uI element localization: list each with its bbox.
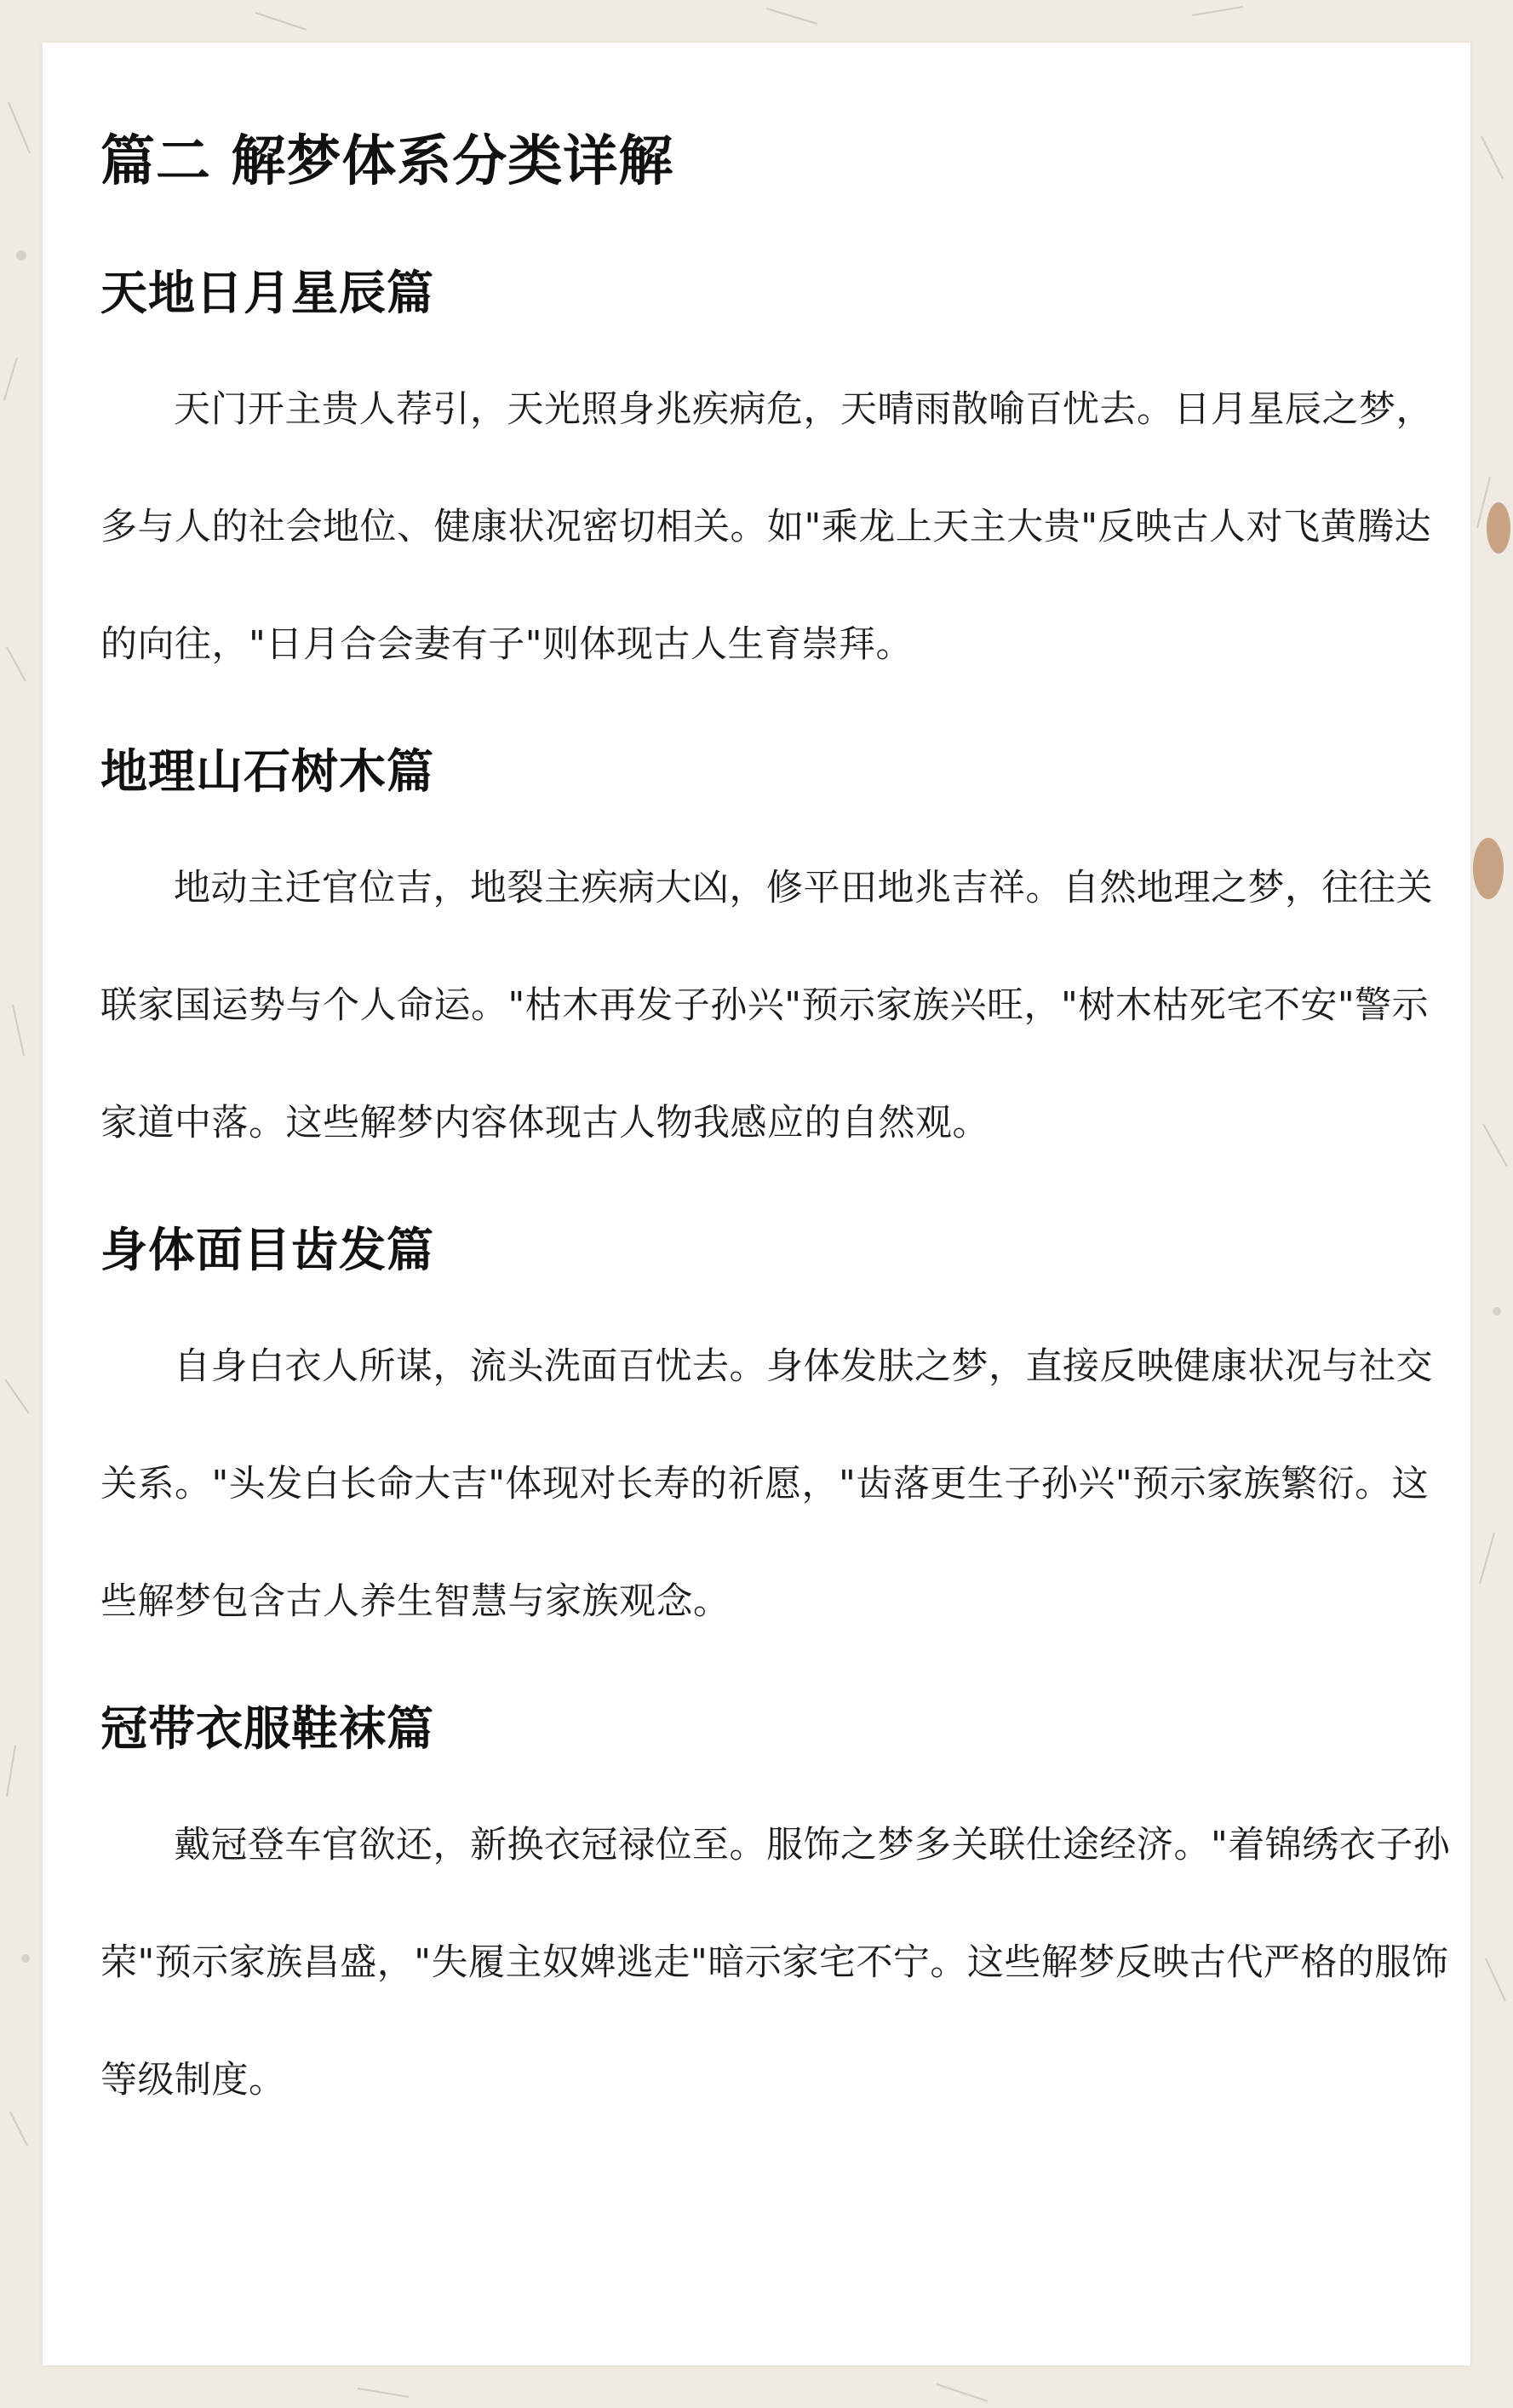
section-body: 天门开主贵人荐引，天光照身兆疾病危，天晴雨散喻百忧去。日月星辰之梦，多与人的社会地位、健康状况密切相关。如"乘龙上天主大贵"反映古人对飞黄腾达的向往，"日月合会妻有子"则体现古人生育崇拜。	[100, 388, 1433, 666]
section-dili-shanshi-shumu	[100, 744, 1454, 1182]
section-heading: 地理山石树木篇	[100, 744, 435, 799]
section-body: 地动主迁官位吉，地裂主疾病大凶，修平田地兆吉祥。自然地理之梦，往往关联家国运势与个人命运。"枯木再发子孙兴"预示家族兴旺，"树木枯死宅不安"警示家道中落。这些解梦内容体现古人物我感应的自然观。	[100, 867, 1433, 1144]
page-title: 篇二 解梦体系分类详解	[100, 130, 674, 193]
section-heading: 冠带衣服鞋袜篇	[100, 1701, 435, 1756]
section-body: 戴冠登车官欲还，新换衣冠禄位至。服饰之梦多关联仕途经济。"着锦绣衣子孙荣"预示家族昌盛，"失履主奴婢逃走"暗示家宅不宁。这些解梦反映古代严格的服饰等级制度。	[100, 1824, 1451, 2101]
section-heading: 身体面目齿发篇	[100, 1223, 435, 1277]
article	[100, 130, 1454, 2184]
section-tiandi-riyue-xingchen	[100, 266, 1454, 703]
section-shenti-mianmu-chifa	[100, 1223, 1454, 1660]
section-guandai-yifu-xiewa	[100, 1701, 1454, 2139]
content-card	[43, 43, 1470, 2365]
section-body: 自身白衣人所谋，流头洗面百忧去。身体发肤之梦，直接反映健康状况与社交关系。"头发白长命大吉"体现对长寿的祈愿，"齿落更生子孙兴"预示家族繁衍。这些解梦包含古人养生智慧与家族观念。	[100, 1345, 1433, 1623]
section-heading: 天地日月星辰篇	[100, 266, 435, 320]
